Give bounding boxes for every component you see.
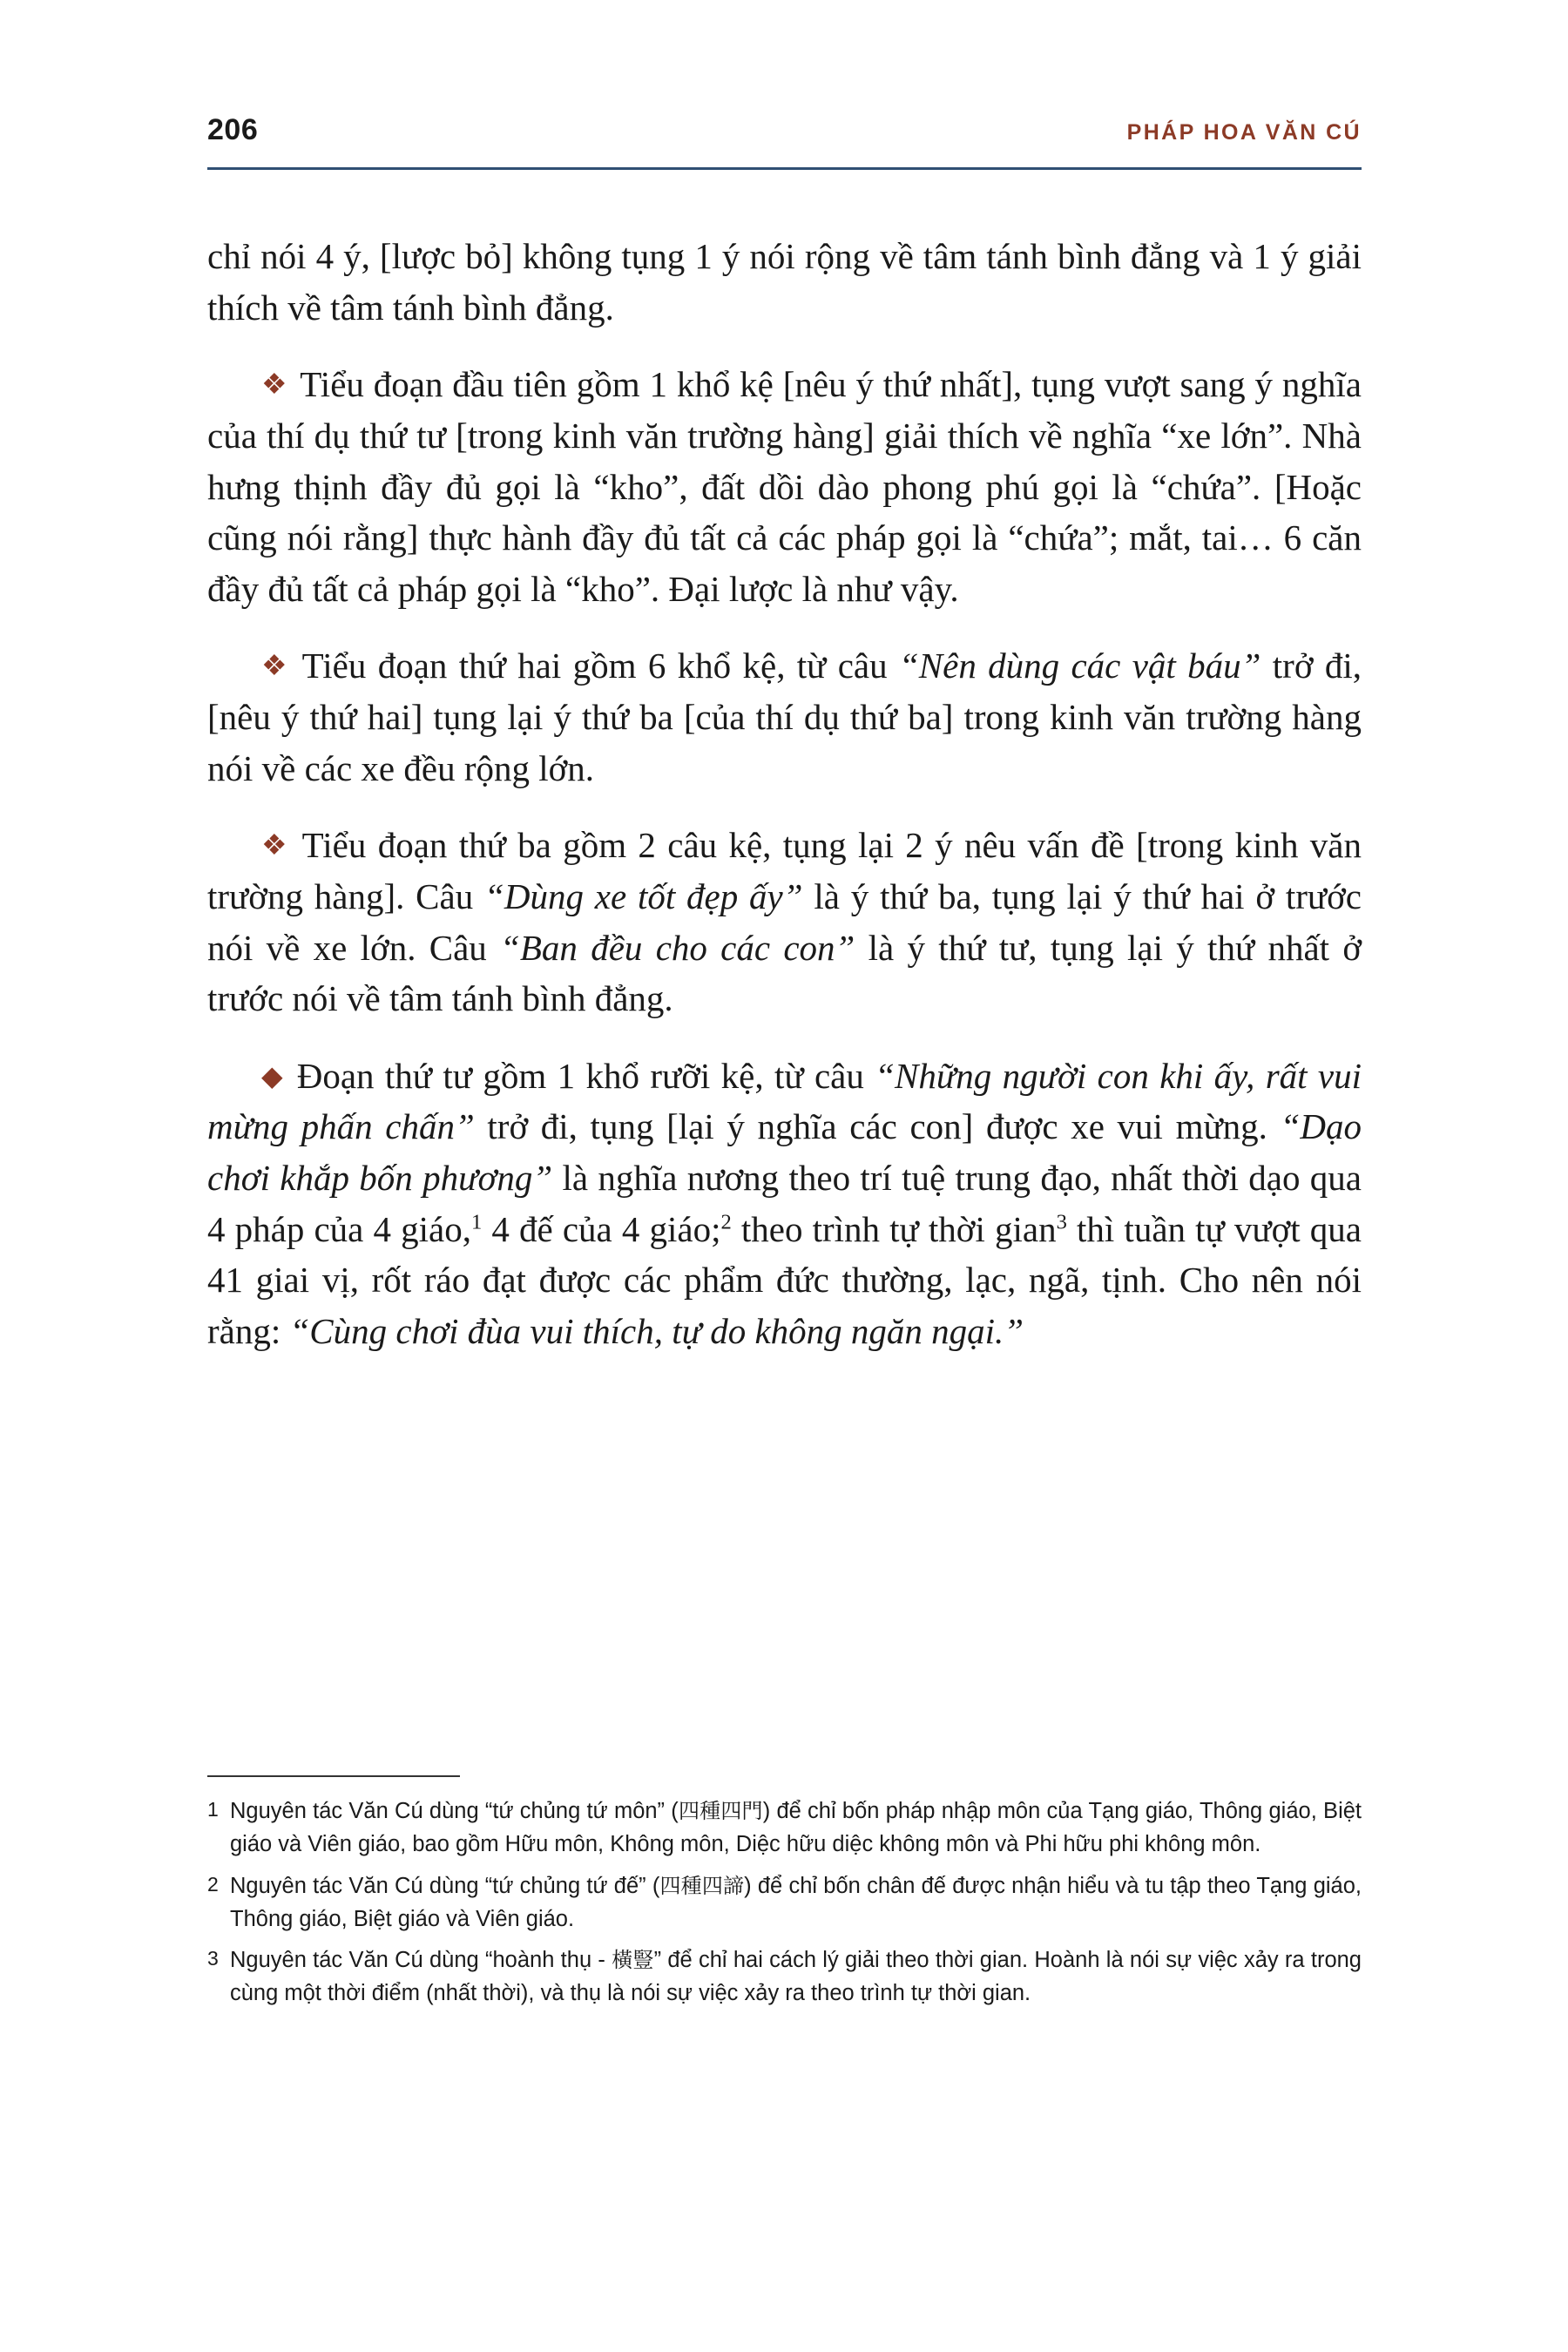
quoted-verse: “Những người con khi ấy, rất vui mừng phấn chấn”	[207, 1055, 1362, 1147]
quoted-verse: “Ban đều cho các con”	[500, 927, 855, 968]
flower-diamond-bullet-icon: ❖	[261, 830, 290, 862]
text-run: theo trình tự thời gian	[731, 1208, 1057, 1249]
footnote-marker: 2	[207, 1872, 219, 1896]
flower-diamond-bullet-icon: ❖	[261, 369, 288, 402]
quoted-verse: “Nên dùng các vật báu”	[898, 645, 1261, 686]
text-run: Tiểu đoạn đầu tiên gồm 1 khổ kệ [nêu ý thứ nhất], tụng vượt sang ý nghĩa của thí dụ thứ tư [trong kinh văn trường hàng] giải thích về nghĩa “xe lớn”. Nhà hưng thịnh đầy đủ gọi là “kho”, đất dồi dào phong phú gọi là “chứa”. [Hoặc cũng nói rằng] thực hành đầy đủ tất cả các pháp gọi là “chứa”; mắt, tai… 6 căn đầy đủ tất cả pháp gọi là “kho”. Đại lược là như vậy.	[207, 364, 1362, 609]
footnote-text	[230, 1794, 1362, 1862]
text-run: là ý thứ ba, tụng lại ý thứ hai ở trước nói về xe lớn. Câu	[207, 875, 1362, 968]
quoted-verse: “Cùng chơi đùa vui thích, tự do không ngăn ngại.”	[289, 1310, 1024, 1351]
text-run: chỉ nói 4 ý, [lược bỏ] không tụng 1 ý nói rộng về tâm tánh bình đẳng và 1 ý giải thích về tâm tánh bình đẳng.	[207, 236, 1362, 328]
header-divider	[207, 167, 1362, 170]
paragraph	[207, 231, 1362, 333]
footnote-reference: 1	[470, 1209, 483, 1233]
chinese-term: 橫豎	[612, 1948, 654, 1972]
footnote	[207, 1794, 1362, 1862]
footnote	[207, 1869, 1362, 1936]
paragraph	[207, 820, 1362, 1024]
chinese-term: 四種四諦	[659, 1873, 745, 1898]
quoted-verse: “Dạo chơi khắp bốn phương”	[207, 1106, 1362, 1198]
text-run: ) để chỉ bốn chân đế được nhận hiểu và tu tập theo Tạng giáo, Thông giáo, Biệt giáo và Viên giáo.	[230, 1873, 1362, 1931]
paragraph	[207, 359, 1362, 614]
text-run: Nguyên tác Văn Cú dùng “tứ chủng tứ môn” (	[230, 1799, 679, 1823]
text-run: là nghĩa nương theo trí tuệ trung đạo, nhất thời dạo qua 4 pháp của 4 giáo,	[207, 1158, 1362, 1249]
footnote-reference: 3	[1056, 1209, 1067, 1233]
running-head: PHÁP HOA VĂN CÚ	[1126, 120, 1362, 145]
chinese-term: 四種四門	[678, 1799, 763, 1823]
footnote-text	[230, 1869, 1362, 1936]
footnote-reference: 2	[720, 1209, 732, 1233]
footnote-marker: 1	[207, 1798, 219, 1821]
page-number: 206	[207, 113, 259, 146]
text-run: ” để chỉ hai cách lý giải theo thời gian. Hoành là nói sự việc xảy ra trong cùng một thời điểm (nhất thời), và thụ là nói sự việc xảy ra theo trình tự thời gian.	[230, 1948, 1362, 2006]
text-run: trở đi, [nêu ý thứ hai] tụng lại ý thứ ba [của thí dụ thứ ba] trong kinh văn trường hàng nói về các xe đều rộng lớn.	[207, 645, 1362, 788]
footnotes-block	[207, 1794, 1362, 2018]
page-header	[207, 113, 1362, 147]
footnote-text	[230, 1943, 1362, 2011]
solid-diamond-bullet-icon: ◆	[261, 1059, 285, 1092]
text-run: Nguyên tác Văn Cú dùng “tứ chủng tứ đế” (	[230, 1873, 660, 1898]
text-run: 4 đế của 4 giáo;	[482, 1208, 721, 1249]
flower-diamond-bullet-icon: ❖	[261, 651, 290, 683]
body-text-column	[207, 231, 1362, 1383]
text-run: thì tuần tự vượt qua 41 giai vị, rốt ráo đạt được các phẩm đức thường, lạc, ngã, tịnh. Cho nên nói rằng:	[207, 1208, 1362, 1351]
text-run: ) để chỉ bốn pháp nhập môn của Tạng giáo, Thông giáo, Biệt giáo và Viên giáo, bao gồm Hữu môn, Không môn, Diệc hữu diệc không môn và Phi hữu phi không môn.	[230, 1799, 1362, 1857]
paragraph	[207, 640, 1362, 794]
paragraph	[207, 1051, 1362, 1357]
quoted-verse: “Dùng xe tốt đẹp ấy”	[484, 875, 803, 916]
text-run: Đoạn thứ tư gồm 1 khổ rưỡi kệ, từ câu	[296, 1055, 875, 1096]
text-run: trở đi, tụng [lại ý nghĩa các con] được xe vui mừng.	[474, 1106, 1281, 1147]
text-run: Tiểu đoạn thứ hai gồm 6 khổ kệ, từ câu	[301, 645, 899, 686]
footnote-divider	[207, 1775, 460, 1777]
text-run: là ý thứ tư, tụng lại ý thứ nhất ở trước nói về tâm tánh bình đẳng.	[207, 927, 1362, 1019]
text-run: Tiểu đoạn thứ ba gồm 2 câu kệ, tụng lại 2 ý nêu vấn đề [trong kinh văn trường hàng]. Câu	[207, 825, 1362, 916]
footnote-marker: 3	[207, 1947, 219, 1970]
text-run: Nguyên tác Văn Cú dùng “hoành thụ -	[230, 1948, 612, 1972]
footnote	[207, 1943, 1362, 2011]
